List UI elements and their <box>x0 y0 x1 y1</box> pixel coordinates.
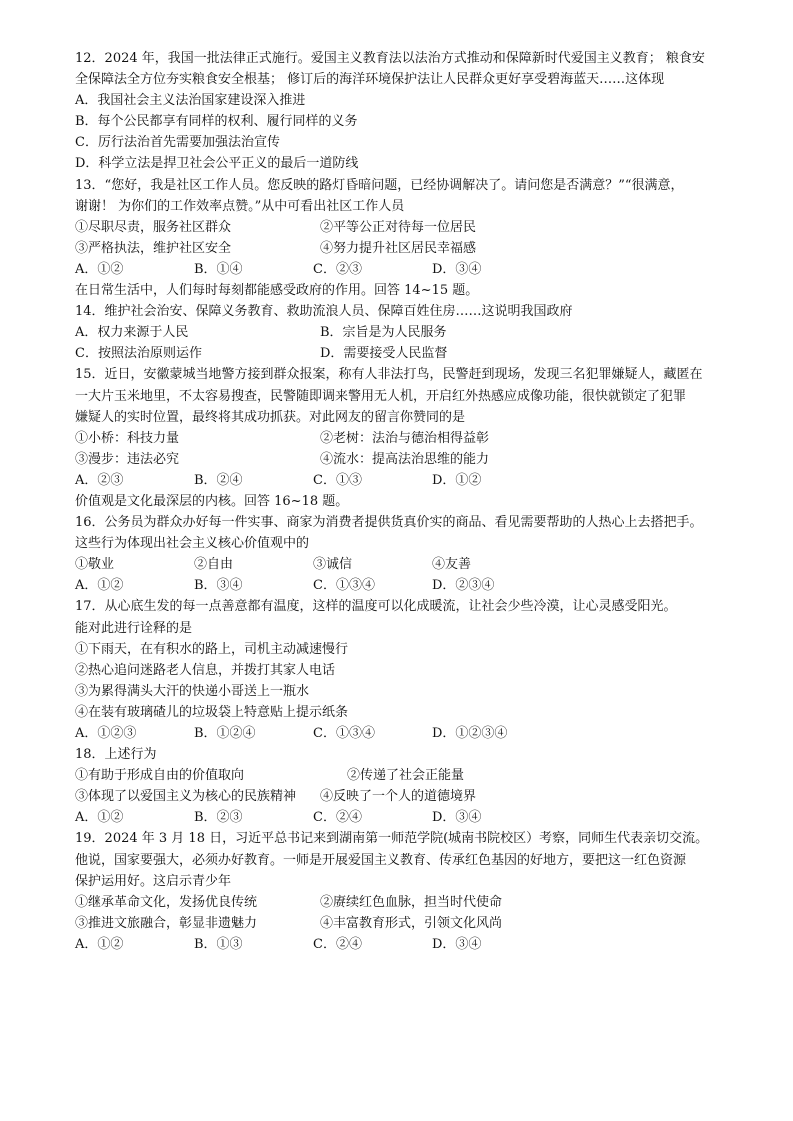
options-row <box>75 259 725 280</box>
option-d[interactable]: D．③④ <box>432 810 482 826</box>
option-d[interactable]: D．需要接受人民监督 <box>320 346 448 362</box>
option-d[interactable]: D．③④ <box>432 936 482 952</box>
statement-item: ③诚信 <box>313 557 353 573</box>
option-a[interactable]: A．权力来源于人民 <box>75 325 189 341</box>
question-14 <box>75 301 725 364</box>
option-b[interactable]: B．①④ <box>194 261 243 277</box>
option-b[interactable]: B．宗旨是为人民服务 <box>320 325 447 341</box>
option-b[interactable]: B．①③ <box>194 936 243 952</box>
statement-item: ①有助于形成自由的价值取向 <box>75 768 245 784</box>
question-stem: 12．2024 年，我国一批法律正式施行。爱国主义教育法以法治方式推动和保障新时代爱国主义教育； 粮食安 <box>75 51 705 66</box>
option-a[interactable]: A．①② <box>75 810 124 826</box>
question-stem: 能对此进行诠释的是 <box>75 620 193 636</box>
option-c[interactable]: C．①③④ <box>313 726 375 741</box>
section-intro: 在日常生活中，人们每时每刻都能感受政府的作用。回答 14~15 题。 <box>75 283 479 299</box>
option-c[interactable]: C．②④ <box>313 936 362 952</box>
question-stem: 14．维护社会治安、保障义务教育、救助流浪人员、保障百姓住房……这说明我国政府 <box>75 304 573 320</box>
question-stem: 嫌疑人的实时位置，最终将其成功抓获。对此网友的留言你赞同的是 <box>75 409 466 425</box>
options-row <box>75 575 725 596</box>
statement-row <box>75 428 725 449</box>
statement-row <box>75 449 725 470</box>
option-c[interactable]: C．②③ <box>313 261 362 277</box>
option-c[interactable]: C．②④ <box>313 810 362 826</box>
statement-item: ④反映了一个人的道德境界 <box>320 789 477 805</box>
option-a[interactable]: A．①② <box>75 261 124 277</box>
statement-item: ③漫步：违法必究 <box>75 451 180 467</box>
statement-item: ③严格执法，维护社区安全 <box>75 240 232 256</box>
option-d[interactable]: D．②③④ <box>432 578 495 594</box>
statement-row <box>75 892 725 913</box>
options-row <box>75 723 725 744</box>
option-c[interactable]: C．厉行法治首先需要加强法治宣传 <box>75 135 280 151</box>
statement-item: ①继承革命文化，发扬优良传统 <box>75 894 258 910</box>
option-a[interactable]: A．我国社会主义法治国家建设深入推进 <box>75 93 306 109</box>
statement-item: ③体现了以爱国主义为核心的民族精神 <box>75 789 297 805</box>
statement-item: ④友善 <box>432 557 472 573</box>
statement-item: ②老树：法治与德治相得益彰 <box>320 430 490 446</box>
question-12 <box>75 48 725 175</box>
options-row <box>75 807 725 828</box>
statement-row <box>75 786 725 807</box>
question-stem: 这些行为体现出社会主义核心价值观中的 <box>75 536 310 552</box>
question-stem: 谢谢！ 为你们的工作效率点赞。”从中可看出社区工作人员 <box>75 198 405 214</box>
question-stem: 他说，国家要强大，必须办好教育。一师是开展爱国主义教育、传承红色基因的好地方，要把这一红色资源 <box>75 852 687 868</box>
option-d[interactable]: D．科学立法是捍卫社会公平正义的最后一道防线 <box>75 156 359 172</box>
options-row <box>75 470 725 491</box>
statement-item: ②传递了社会正能量 <box>347 768 465 784</box>
question-stem: 15．近日，安徽蒙城当地警方接到群众报案，称有人非法打鸟，民警赶到现场，发现三名犯罪嫌疑人，藏匿在 <box>75 367 703 383</box>
statement-item: ②热心追问迷路老人信息，并拨打其家人电话 <box>75 662 336 678</box>
options-row <box>75 934 725 955</box>
options-row <box>75 343 725 364</box>
question-17 <box>75 596 725 744</box>
question-stem: 19．2024 年 3 月 18 日，习近平总书记来到湖南第一师范学院(城南书院校区）考察，同师生代表亲切交流。 <box>75 831 709 847</box>
option-c[interactable]: C．①③④ <box>313 578 375 594</box>
statement-item: ④丰富教育形式，引领文化风尚 <box>320 915 503 931</box>
statement-row <box>75 217 725 238</box>
statement-row <box>75 554 725 575</box>
question-stem: 一大片玉米地里，不太容易搜查，民警随即调来警用无人机，开启红外热感应成像功能，很快就锁定了犯罪 <box>75 388 687 404</box>
option-b[interactable]: B．①②④ <box>194 726 256 741</box>
statement-row <box>75 765 725 786</box>
option-b[interactable]: B．③④ <box>194 578 243 594</box>
statement-item: ①下雨天，在有积水的路上，司机主动减速慢行 <box>75 641 349 657</box>
statement-item: ④努力提升社区居民幸福感 <box>320 240 477 256</box>
question-stem: 17．从心底生发的每一点善意都有温度，这样的温度可以化成暖流，让社会少些冷漠，让心灵感受阳光。 <box>75 599 677 615</box>
statement-item: ①尽职尽责，服务社区群众 <box>75 219 232 235</box>
option-d[interactable]: D．①② <box>432 472 482 488</box>
option-a[interactable]: A．①②③ <box>75 726 137 741</box>
question-13 <box>75 175 725 280</box>
option-b[interactable]: B．②④ <box>194 472 243 488</box>
question-stem: 18．上述行为 <box>75 747 157 763</box>
question-19 <box>75 828 725 955</box>
question-18 <box>75 744 725 828</box>
exam-page <box>75 48 725 955</box>
option-a[interactable]: A．②③ <box>75 472 124 488</box>
options-row <box>75 322 725 343</box>
option-a[interactable]: A．①② <box>75 936 124 952</box>
statement-item: ③推进文旅融合，彰显非遗魅力 <box>75 915 258 931</box>
option-d[interactable]: D．①②③④ <box>432 726 508 741</box>
statement-item: ②赓续红色血脉，担当时代使命 <box>320 894 503 910</box>
statement-row <box>75 238 725 259</box>
question-15 <box>75 364 725 491</box>
statement-item: ③为累得满头大汗的快递小哥送上一瓶水 <box>75 683 310 699</box>
question-stem: 16．公务员为群众办好每一件实事、商家为消费者提供货真价实的商品、看见需要帮助的人热心上去搭把手。 <box>75 515 703 531</box>
statement-item: ②自由 <box>194 557 234 573</box>
statement-item: ②平等公正对待每一位居民 <box>320 219 477 235</box>
option-c[interactable]: C．①③ <box>313 472 362 488</box>
section-intro: 价值观是文化最深层的内核。回答 16~18 题。 <box>75 493 349 509</box>
question-stem: 保护运用好。这启示青少年 <box>75 873 232 889</box>
option-b[interactable]: B．每个公民都享有同样的权利、履行同样的义务 <box>75 114 358 130</box>
option-c[interactable]: C．按照法治原则运作 <box>75 346 202 362</box>
statement-item: ①敬业 <box>75 557 115 573</box>
question-16 <box>75 512 725 596</box>
option-d[interactable]: D．③④ <box>432 261 482 277</box>
statement-item: ④在装有玻璃碴儿的垃圾袋上特意贴上提示纸条 <box>75 704 349 720</box>
statement-item: ④流水：提高法治思维的能力 <box>320 451 490 467</box>
question-stem: 全保障法全方位夯实粮食安全根基； 修订后的海洋环境保护法让人民群众更好享受碧海蓝天……这体现 <box>75 72 665 88</box>
question-stem: 13．“您好，我是社区工作人员。您反映的路灯昏暗问题，已经协调解决了。请问您是否满意？”“很满意， <box>75 177 684 193</box>
option-a[interactable]: A．①② <box>75 578 124 594</box>
statement-item: ①小桥：科技力量 <box>75 430 180 446</box>
statement-row <box>75 913 725 934</box>
option-b[interactable]: B．②③ <box>194 810 243 826</box>
